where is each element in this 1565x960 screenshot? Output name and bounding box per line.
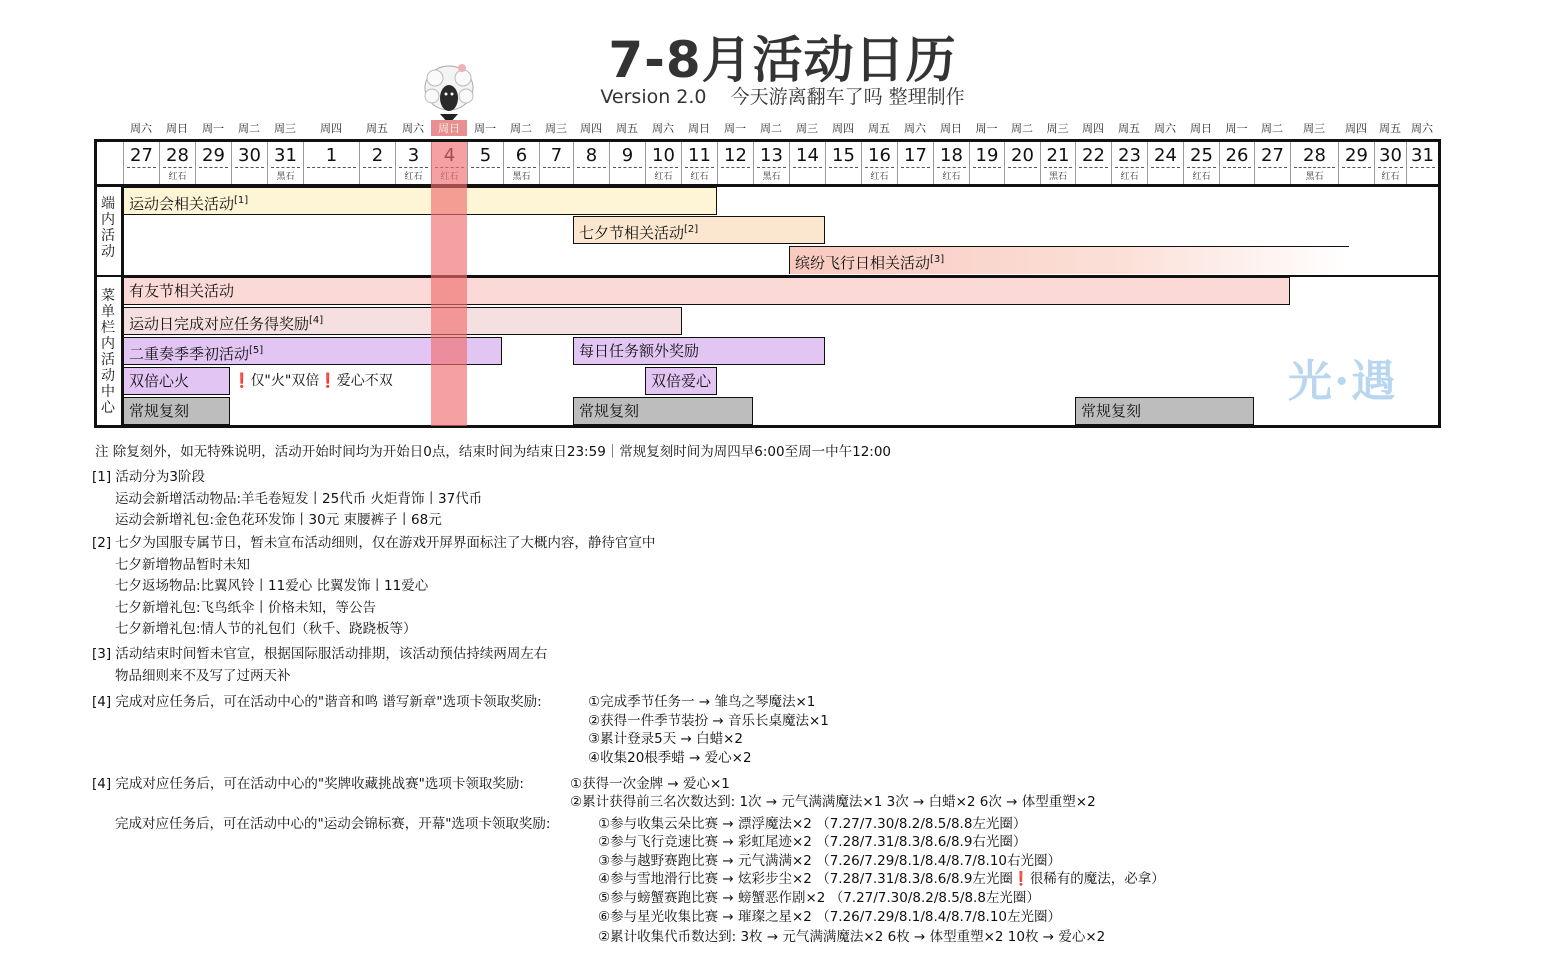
weekday-label: 周日 bbox=[688, 122, 710, 135]
date-number: 25 bbox=[1190, 145, 1213, 166]
bar-sportsday-label: 运动日完成对应任务得奖励 bbox=[129, 315, 310, 333]
date-divider bbox=[163, 167, 192, 168]
bar-qixi-label: 七夕节相关活动 bbox=[579, 224, 685, 242]
weekday-label: 周三 bbox=[1303, 122, 1325, 135]
bar-double-fire-label: 双倍心火 bbox=[129, 372, 190, 390]
date-number: 29 bbox=[1345, 145, 1368, 166]
date-divider bbox=[471, 167, 500, 168]
date-number: 12 bbox=[724, 145, 747, 166]
bar-sports-day-rewards bbox=[123, 307, 682, 335]
weekday-label: 周五 bbox=[1118, 122, 1140, 135]
note-5-reward: ①获得一次金牌 → 爱心×1 bbox=[570, 776, 730, 792]
bar-rerun-label: 常规复刻 bbox=[579, 402, 640, 420]
bar-flight-day-activity bbox=[789, 246, 1349, 274]
bar-rerun-label: 常规复刻 bbox=[129, 402, 190, 420]
date-divider bbox=[1187, 167, 1216, 168]
date-number: 30 bbox=[1379, 145, 1402, 166]
date-number: 16 bbox=[868, 145, 891, 166]
date-number: 7 bbox=[550, 145, 563, 166]
note-6-reward: ②参与飞行竞速比赛 → 彩虹尾迹×2 （7.28/7.31/8.3/8.6/8.9右光圈） bbox=[598, 834, 1027, 850]
warning-icon: ❗ bbox=[233, 373, 251, 389]
stone-badge: 红石 bbox=[404, 172, 423, 182]
highlight-column-today bbox=[431, 142, 467, 426]
date-number: 26 bbox=[1225, 145, 1249, 166]
date-divider bbox=[1079, 167, 1108, 168]
bar-double-fire bbox=[123, 367, 230, 395]
date-cell bbox=[1406, 142, 1438, 184]
weekday-label: 周三 bbox=[545, 122, 567, 135]
date-number: 23 bbox=[1118, 145, 1141, 166]
note-6-reward: ③参与越野赛跑比赛 → 元气满满×2 （7.26/7.29/8.1/8.4/8.7/8.10右光圈） bbox=[598, 853, 1062, 869]
date-cell bbox=[717, 142, 753, 184]
note-6-reward: ⑤参与螃蟹赛跑比赛 → 螃蟹恶作剧×2 （7.27/7.30/8.2/8.5/8.8左光圈） bbox=[598, 890, 1040, 906]
date-number: 10 bbox=[652, 145, 675, 166]
bar-friend-festival bbox=[123, 277, 1290, 305]
date-number: 18 bbox=[940, 145, 963, 166]
stone-badge: 黑石 bbox=[276, 172, 295, 182]
weekday-label: 周六 bbox=[402, 122, 424, 135]
weekday-label: 周四 bbox=[1082, 122, 1104, 135]
weekday-label: 周五 bbox=[1379, 122, 1401, 135]
weekday-label: 周一 bbox=[724, 122, 746, 135]
date-cell bbox=[195, 142, 231, 184]
bar-daily-label: 每日任务额外奖励 bbox=[579, 342, 700, 360]
date-number: 30 bbox=[238, 145, 261, 166]
weekday-label: 周四 bbox=[832, 122, 854, 135]
stone-badge: 红石 bbox=[870, 172, 889, 182]
note-6-reward: ②累计收集代币数达到: 3枚 → 元气满满魔法×2 6枚 → 体型重塑×2 10枚 → 爱心×2 bbox=[598, 929, 1106, 945]
page-subtitle bbox=[0, 82, 1565, 109]
weekday-label: 周三 bbox=[274, 122, 296, 135]
date-divider bbox=[1044, 167, 1072, 168]
bar-qixi-activity bbox=[573, 216, 825, 244]
weekday-label: 周四 bbox=[580, 122, 602, 135]
date-divider bbox=[757, 167, 786, 168]
note-6-reward-text: ④参与雪地滑行比赛 → 炫彩步尘×2 （7.28/7.31/8.3/8.6/8.9左光圈 bbox=[598, 871, 1013, 887]
date-cell bbox=[789, 142, 825, 184]
date-number: 1 bbox=[325, 145, 338, 166]
stone-badge: 红石 bbox=[690, 172, 709, 182]
date-cell bbox=[1040, 142, 1075, 184]
general-note: 注 除复刻外，如无特殊说明，活动开始时间均为开始日0点，结束时间为结束日23:59｜常规复刻时间为周四早6:00至周一中午12:00 bbox=[95, 444, 892, 460]
note-4-reward: ③累计登录5天 → 白蜡×2 bbox=[588, 731, 743, 747]
version-label: Version 2.0 bbox=[600, 86, 707, 108]
weekday-label: 周五 bbox=[868, 122, 890, 135]
bar-sports-activity bbox=[123, 187, 717, 215]
warning-icon: ❗ bbox=[1012, 871, 1030, 887]
date-number: 29 bbox=[202, 145, 225, 166]
date-divider bbox=[1410, 167, 1435, 168]
date-divider bbox=[1223, 167, 1251, 168]
date-number: 28 bbox=[166, 145, 189, 166]
date-cell bbox=[681, 142, 717, 184]
ref-3: [3] bbox=[930, 254, 945, 265]
bar-friend-label: 有友节相关活动 bbox=[129, 282, 235, 300]
note-2-line: 七夕返场物品:比翼风铃丨11爱心 比翼发饰丨11爱心 bbox=[115, 578, 429, 594]
note-4-reward: ④收集20根季蜡 → 爱心×2 bbox=[588, 750, 752, 766]
note-1-line: 运动会新增礼包:金色花环发饰丨30元 束腰裤子丨68元 bbox=[115, 512, 442, 528]
weekday-label: 周日 bbox=[431, 120, 467, 136]
ref-1: [1] bbox=[234, 195, 249, 206]
date-divider bbox=[613, 167, 642, 168]
weekday-label: 周日 bbox=[166, 122, 188, 135]
stone-badge: 黑石 bbox=[1305, 172, 1324, 182]
section-label-in-game: 端内活动 bbox=[101, 196, 115, 260]
date-divider bbox=[649, 167, 678, 168]
date-divider bbox=[307, 167, 356, 168]
date-cell bbox=[1219, 142, 1254, 184]
stone-badge: 黑石 bbox=[762, 172, 781, 182]
weekday-label: 周三 bbox=[1046, 122, 1069, 135]
note-2-line: 七夕新增礼包:飞鸟纸伞丨价格未知，等公告 bbox=[115, 600, 377, 616]
weekday-label: 周六 bbox=[1154, 122, 1176, 135]
bar-double-heart-label: 双倍爱心 bbox=[651, 372, 712, 390]
note-6-reward: ⑥参与星光收集比赛 → 璀璨之星×2 （7.26/7.29/8.1/8.4/8.7/8.10左光圈） bbox=[598, 909, 1062, 925]
bar-rerun-label: 常规复刻 bbox=[1081, 402, 1142, 420]
bar-daily-bonus bbox=[573, 337, 825, 365]
date-divider bbox=[901, 167, 930, 168]
note-2-title: [2] 七夕为国服专属节日，暂未宣布活动细则，仅在游戏开屏界面标注了大概内容，静待官宣中 bbox=[92, 535, 656, 551]
date-number: 11 bbox=[688, 145, 711, 166]
date-cell bbox=[825, 142, 861, 184]
date-divider bbox=[1342, 167, 1371, 168]
date-divider bbox=[1378, 167, 1403, 168]
weekday-label: 周一 bbox=[474, 122, 496, 135]
weekday-label: 周六 bbox=[130, 122, 152, 135]
weekday-label: 周四 bbox=[320, 122, 342, 135]
weekday-label: 周六 bbox=[904, 122, 926, 135]
date-cell bbox=[231, 142, 267, 184]
mascot-character-icon bbox=[418, 58, 480, 124]
stone-badge: 红石 bbox=[654, 172, 673, 182]
section-label-menu-center: 菜单栏内活动中心 bbox=[101, 288, 115, 416]
date-divider bbox=[721, 167, 750, 168]
note-6-title: 完成对应任务后，可在活动中心的"运动会锦标赛，开幕"选项卡领取奖励: bbox=[115, 816, 551, 832]
page-title: 7-8月活动日历 bbox=[608, 31, 957, 89]
bar-rerun-1 bbox=[123, 397, 230, 425]
weekday-label: 周二 bbox=[1261, 122, 1283, 135]
double-fire-note bbox=[233, 367, 393, 395]
note-1-title: [1] 活动分为3阶段 bbox=[92, 469, 206, 485]
weekday-row bbox=[0, 120, 1565, 136]
date-cell bbox=[159, 142, 195, 184]
date-cell bbox=[123, 142, 159, 184]
date-divider bbox=[793, 167, 822, 168]
stone-badge: 红石 bbox=[942, 172, 961, 182]
double-fire-note-b: 爱心不双 bbox=[336, 373, 393, 389]
note-4-reward: ①完成季节任务一 → 雏鸟之琴魔法×1 bbox=[588, 694, 816, 710]
date-number: 8 bbox=[585, 145, 598, 166]
date-cell bbox=[303, 142, 359, 184]
warning-icon: ❗ bbox=[319, 373, 337, 389]
note-3-line: 物品细则来不及写了过两天补 bbox=[115, 668, 291, 684]
date-divider bbox=[507, 167, 536, 168]
date-cell bbox=[1147, 142, 1183, 184]
date-cell bbox=[969, 142, 1004, 184]
date-cell bbox=[359, 142, 395, 184]
date-divider bbox=[1151, 167, 1180, 168]
date-cell bbox=[1254, 142, 1290, 184]
weekday-label: 周一 bbox=[975, 122, 998, 135]
date-number: 28 bbox=[1303, 145, 1326, 166]
date-number: 31 bbox=[1411, 145, 1434, 166]
stone-badge: 黑石 bbox=[512, 172, 531, 182]
date-number: 14 bbox=[796, 145, 819, 166]
stone-badge: 红石 bbox=[1381, 172, 1400, 182]
date-number: 6 bbox=[515, 145, 528, 166]
date-cell bbox=[1290, 142, 1338, 184]
date-cell bbox=[753, 142, 789, 184]
note-2-line: 七夕新增礼包:情人节的礼包们（秋千、跷跷板等） bbox=[115, 621, 417, 637]
weekday-label: 周二 bbox=[1011, 122, 1033, 135]
date-number: 15 bbox=[832, 145, 855, 166]
weekday-label: 周四 bbox=[1345, 122, 1367, 135]
date-divider bbox=[199, 167, 228, 168]
note-4-title: [4] 完成对应任务后，可在活动中心的"谐音和鸣 谱写新章"选项卡领取奖励: bbox=[92, 694, 542, 710]
weekday-label: 周五 bbox=[366, 122, 388, 135]
date-cell bbox=[1004, 142, 1040, 184]
date-cell bbox=[503, 142, 539, 184]
ref-4: [4] bbox=[309, 315, 324, 326]
date-cell bbox=[1183, 142, 1219, 184]
date-number: 13 bbox=[760, 145, 783, 166]
bar-flight-label: 缤纷飞行日相关活动 bbox=[795, 254, 931, 272]
stone-badge: 黑石 bbox=[1048, 172, 1067, 182]
credit-label: 今天游离翻车了吗 整理制作 bbox=[730, 86, 965, 108]
date-cell bbox=[861, 142, 897, 184]
date-divider bbox=[865, 167, 894, 168]
double-fire-note-a: 仅"火"双倍 bbox=[250, 373, 320, 389]
note-5-title: [4] 完成对应任务后，可在活动中心的"奖牌收藏挑战赛"选项卡领取奖励: bbox=[92, 776, 524, 792]
date-cell bbox=[645, 142, 681, 184]
date-cell bbox=[897, 142, 933, 184]
date-number: 2 bbox=[371, 145, 384, 166]
weekday-label: 周三 bbox=[796, 122, 818, 135]
weekday-label: 周一 bbox=[202, 122, 224, 135]
date-cell bbox=[1374, 142, 1406, 184]
bar-double-heart bbox=[645, 367, 717, 395]
bar-rerun-2 bbox=[573, 397, 753, 425]
date-number: 20 bbox=[1011, 145, 1034, 166]
date-cell bbox=[395, 142, 431, 184]
note-6-reward bbox=[598, 867, 1165, 887]
date-cell bbox=[467, 142, 503, 184]
weekday-label: 周二 bbox=[510, 122, 532, 135]
date-cell bbox=[1338, 142, 1374, 184]
note-6-reward: ①参与收集云朵比赛 → 漂浮魔法×2 （7.27/7.30/8.2/8.5/8.8左光圈） bbox=[598, 816, 1027, 832]
sky-game-logo: 光·遇 bbox=[1288, 356, 1398, 407]
date-cell bbox=[1075, 142, 1111, 184]
note-6-reward-rare: 很稀有的魔法，必拿） bbox=[1029, 871, 1165, 887]
weekday-label: 周六 bbox=[1411, 122, 1433, 135]
date-number: 19 bbox=[975, 145, 999, 166]
weekday-label: 周日 bbox=[1190, 122, 1212, 135]
date-divider bbox=[235, 167, 264, 168]
date-number: 31 bbox=[274, 145, 297, 166]
date-number: 24 bbox=[1154, 145, 1177, 166]
bar-rerun-3 bbox=[1075, 397, 1254, 425]
date-cell bbox=[267, 142, 303, 184]
date-divider bbox=[685, 167, 714, 168]
date-divider bbox=[1258, 167, 1287, 168]
date-divider bbox=[577, 167, 606, 168]
date-divider bbox=[399, 167, 428, 168]
date-number: 21 bbox=[1046, 145, 1070, 166]
date-cell bbox=[573, 142, 609, 184]
date-divider bbox=[1294, 167, 1335, 168]
date-number: 3 bbox=[407, 145, 420, 166]
date-divider bbox=[829, 167, 858, 168]
note-2-line: 七夕新增物品暂时未知 bbox=[115, 557, 250, 573]
date-divider bbox=[271, 167, 300, 168]
weekday-label: 周二 bbox=[760, 122, 782, 135]
date-cell bbox=[539, 142, 573, 184]
weekday-label: 周一 bbox=[1225, 122, 1248, 135]
date-cell bbox=[609, 142, 645, 184]
date-divider bbox=[1115, 167, 1144, 168]
weekday-label: 周日 bbox=[940, 122, 962, 135]
note-1-line: 运动会新增活动物品:羊毛卷短发丨25代币 火炬背饰丨37代币 bbox=[115, 491, 483, 507]
date-divider bbox=[543, 167, 570, 168]
date-divider bbox=[973, 167, 1001, 168]
date-cell bbox=[933, 142, 969, 184]
weekday-label: 周二 bbox=[238, 122, 260, 135]
note-4-reward: ②获得一件季节装扮 → 音乐长桌魔法×1 bbox=[588, 713, 829, 729]
stone-badge: 红石 bbox=[168, 172, 187, 182]
note-3-title: [3] 活动结束时间暂未官宣，根据国际服活动排期，该活动预估持续两周左右 bbox=[92, 646, 548, 662]
weekday-label: 周六 bbox=[652, 122, 674, 135]
stone-badge: 红石 bbox=[1192, 172, 1211, 182]
date-number: 5 bbox=[479, 145, 492, 166]
date-number: 27 bbox=[1261, 145, 1284, 166]
date-number: 9 bbox=[621, 145, 634, 166]
date-cell bbox=[1111, 142, 1147, 184]
date-number: 22 bbox=[1082, 145, 1105, 166]
bar-sports-label: 运动会相关活动 bbox=[129, 195, 235, 213]
date-divider bbox=[127, 167, 156, 168]
ref-2: [2] bbox=[684, 224, 699, 235]
stone-badge: 红石 bbox=[1120, 172, 1139, 182]
ref-5: [5] bbox=[249, 345, 264, 356]
date-divider bbox=[1008, 167, 1037, 168]
date-number: 17 bbox=[904, 145, 927, 166]
bar-duet-label: 二重奏季季初活动 bbox=[129, 345, 250, 363]
date-number: 27 bbox=[130, 145, 153, 166]
note-5-reward: ②累计获得前三名次数达到: 1次 → 元气满满魔法×1 3次 → 白蜡×2 6次 → 体型重塑×2 bbox=[570, 794, 1096, 810]
date-divider bbox=[937, 167, 966, 168]
date-divider bbox=[363, 167, 392, 168]
weekday-label: 周五 bbox=[616, 122, 638, 135]
